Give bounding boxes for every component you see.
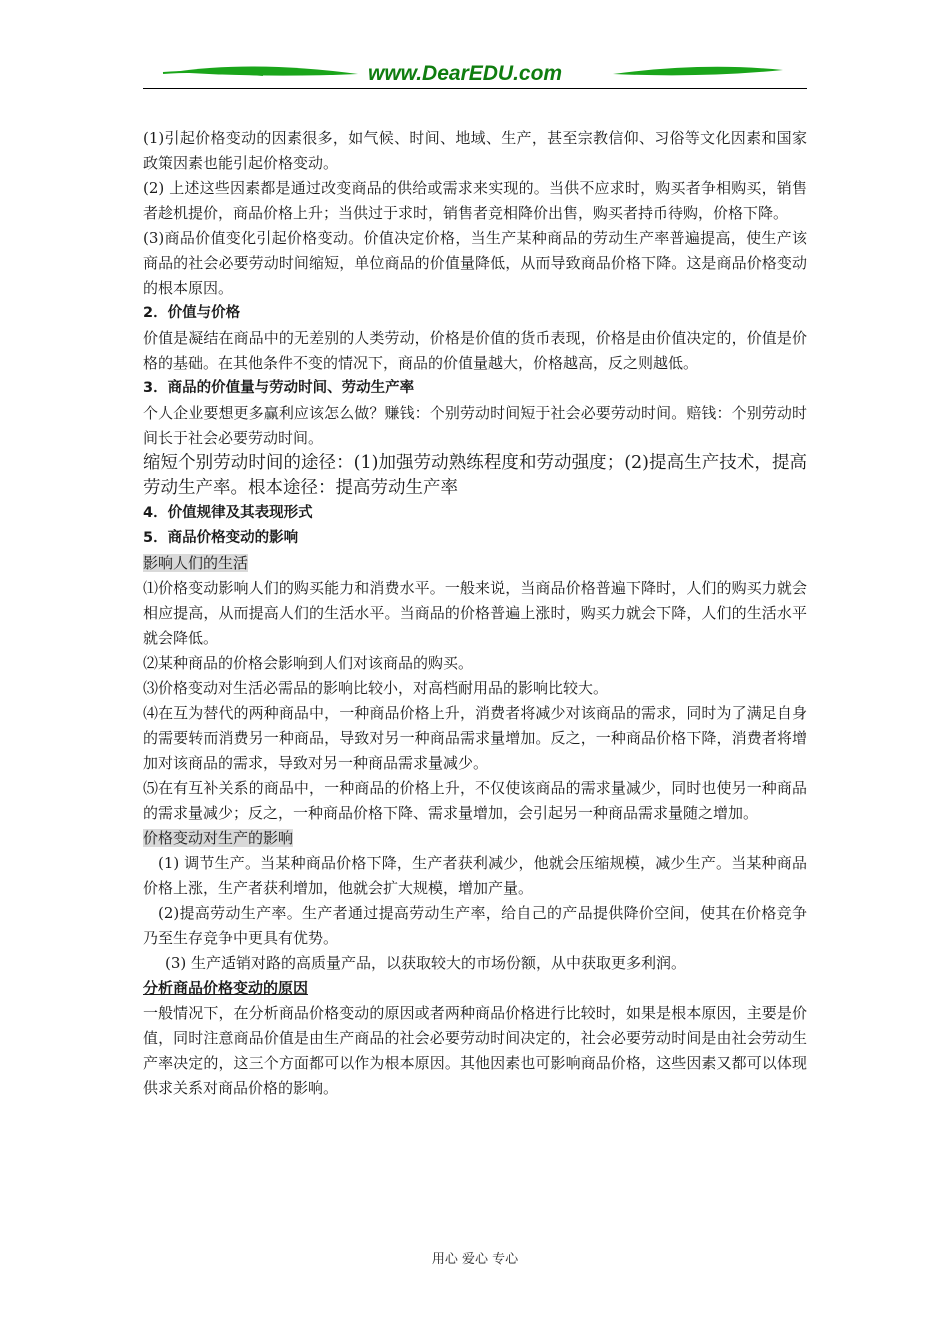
subheading-production-label: 价格变动对生产的影响 [143, 829, 294, 847]
site-header [143, 58, 807, 92]
subheading-life [143, 551, 807, 576]
heading-value-law: 4．价值规律及其表现形式 [143, 505, 313, 521]
header-rule [143, 88, 807, 89]
production-item-3: (3) 生产适销对路的高质量产品，以获取较大的市场份额，从中获取更多利润。 [165, 954, 687, 972]
heading-labor-time: 3．商品的价值量与劳动时间、劳动生产率 [143, 380, 415, 396]
header-banner [143, 58, 807, 92]
page-footer: 用心 爱心 专心 [431, 1252, 519, 1267]
paragraph-shorten-time: 缩短个别劳动时间的途径：(1)加强劳动熟练程度和劳动强度；(2)提高生产技术，提高劳动生产率。根本途径：提高劳动生产率 [143, 453, 807, 498]
right-green-swoosh [613, 67, 783, 76]
subheading-production [143, 826, 807, 851]
paragraph-supply-demand: (2) 上述这些因素都是通过改变商品的供给或需求来实现的。当供不应求时，购买者争相购买，销售者趁机提价，商品价格上升；当供过于求时，销售者竞相降价出售，购买者持币待购，价格下降。 [143, 179, 807, 222]
list-item-4: ⑷在互为替代的两种商品中，一种商品价格上升，消费者将减少对该商品的需求，同时为了满足自身的需要转而消费另一种商品，导致对另一种商品需求量增加。反之，一种商品价格下降，消费者将增加对该商品的需求，导致对另一种商品需求量减少。 [143, 704, 807, 772]
production-item-2: (2)提高劳动生产率。生产者通过提高劳动生产率，给自己的产品提供降价空间，使其在价格竞争乃至生存竞争中更具有优势。 [143, 904, 807, 947]
heading-analysis: 分析商品价格变动的原因 [143, 979, 309, 997]
subheading-life-label: 影响人们的生活 [143, 554, 249, 572]
list-item-2: ⑵某种商品的价格会影响到人们对该商品的购买。 [143, 654, 474, 672]
list-item-3: ⑶价格变动对生活必需品的影响比较小，对高档耐用品的影响比较大。 [143, 679, 609, 697]
paragraph-value-change: (3)商品价值变化引起价格变动。价值决定价格，当生产某种商品的劳动生产率普遍提高，使生产该商品的社会必要劳动时间缩短，单位商品的价值量降低，从而导致商品价格下降。这是商品价格变动的根本原因。 [143, 229, 807, 297]
list-item-5: ⑸在有互补关系的商品中，一种商品的价格上升，不仅使该商品的需求量减少，同时也使另一种商品的需求量减少；反之，一种商品价格下降、需求量增加，会引起另一种商品需求量随之增加。 [143, 779, 807, 822]
paragraph-analysis: 一般情况下，在分析商品价格变动的原因或者两种商品价格进行比较时，如果是根本原因，主要是价值，同时注意商品价值是由生产商品的社会必要劳动时间决定的，社会必要劳动时间是由社会劳动生产率决定的，这三个方面都可以作为根本原因。其他因素也可影响商品价格，这些因素又都可以体现供求关系对商品价格的影响。 [143, 1004, 807, 1097]
production-item-1: (1) 调节生产。当某种商品价格下降，生产者获利减少，他就会压缩规模，减少生产。当某种商品价格上涨，生产者获利增加，他就会扩大规模，增加产量。 [143, 854, 807, 897]
paragraph-factors: (1)引起价格变动的因素很多，如气候、时间、地域、生产，甚至宗教信仰、习俗等文化因素和国家政策因素也能引起价格变动。 [143, 129, 807, 172]
heading-value-and-price: 2．价值与价格 [143, 305, 241, 321]
paragraph-profit: 个人企业要想更多赢利应该怎么做？赚钱：个别劳动时间短于社会必要劳动时间。赔钱：个别劳动时间长于社会必要劳动时间。 [143, 404, 807, 447]
list-item-1: ⑴价格变动影响人们的购买能力和消费水平。一般来说，当商品价格普遍下降时，人们的购买力就会相应提高，从而提高人们的生活水平。当商品的价格普遍上涨时，购买力就会下降，人们的生活水平就会降低。 [143, 579, 807, 647]
site-url: www.DearEDU.com [368, 62, 563, 85]
paragraph-value-price: 价值是凝结在商品中的无差别的人类劳动，价格是价值的货币表现，价格是由价值决定的，价值是价格的基础。在其他条件不变的情况下，商品的价值量越大，价格越高，反之则越低。 [143, 329, 807, 372]
document-body [143, 126, 807, 1101]
heading-price-effects: 5．商品价格变动的影响 [143, 530, 299, 546]
